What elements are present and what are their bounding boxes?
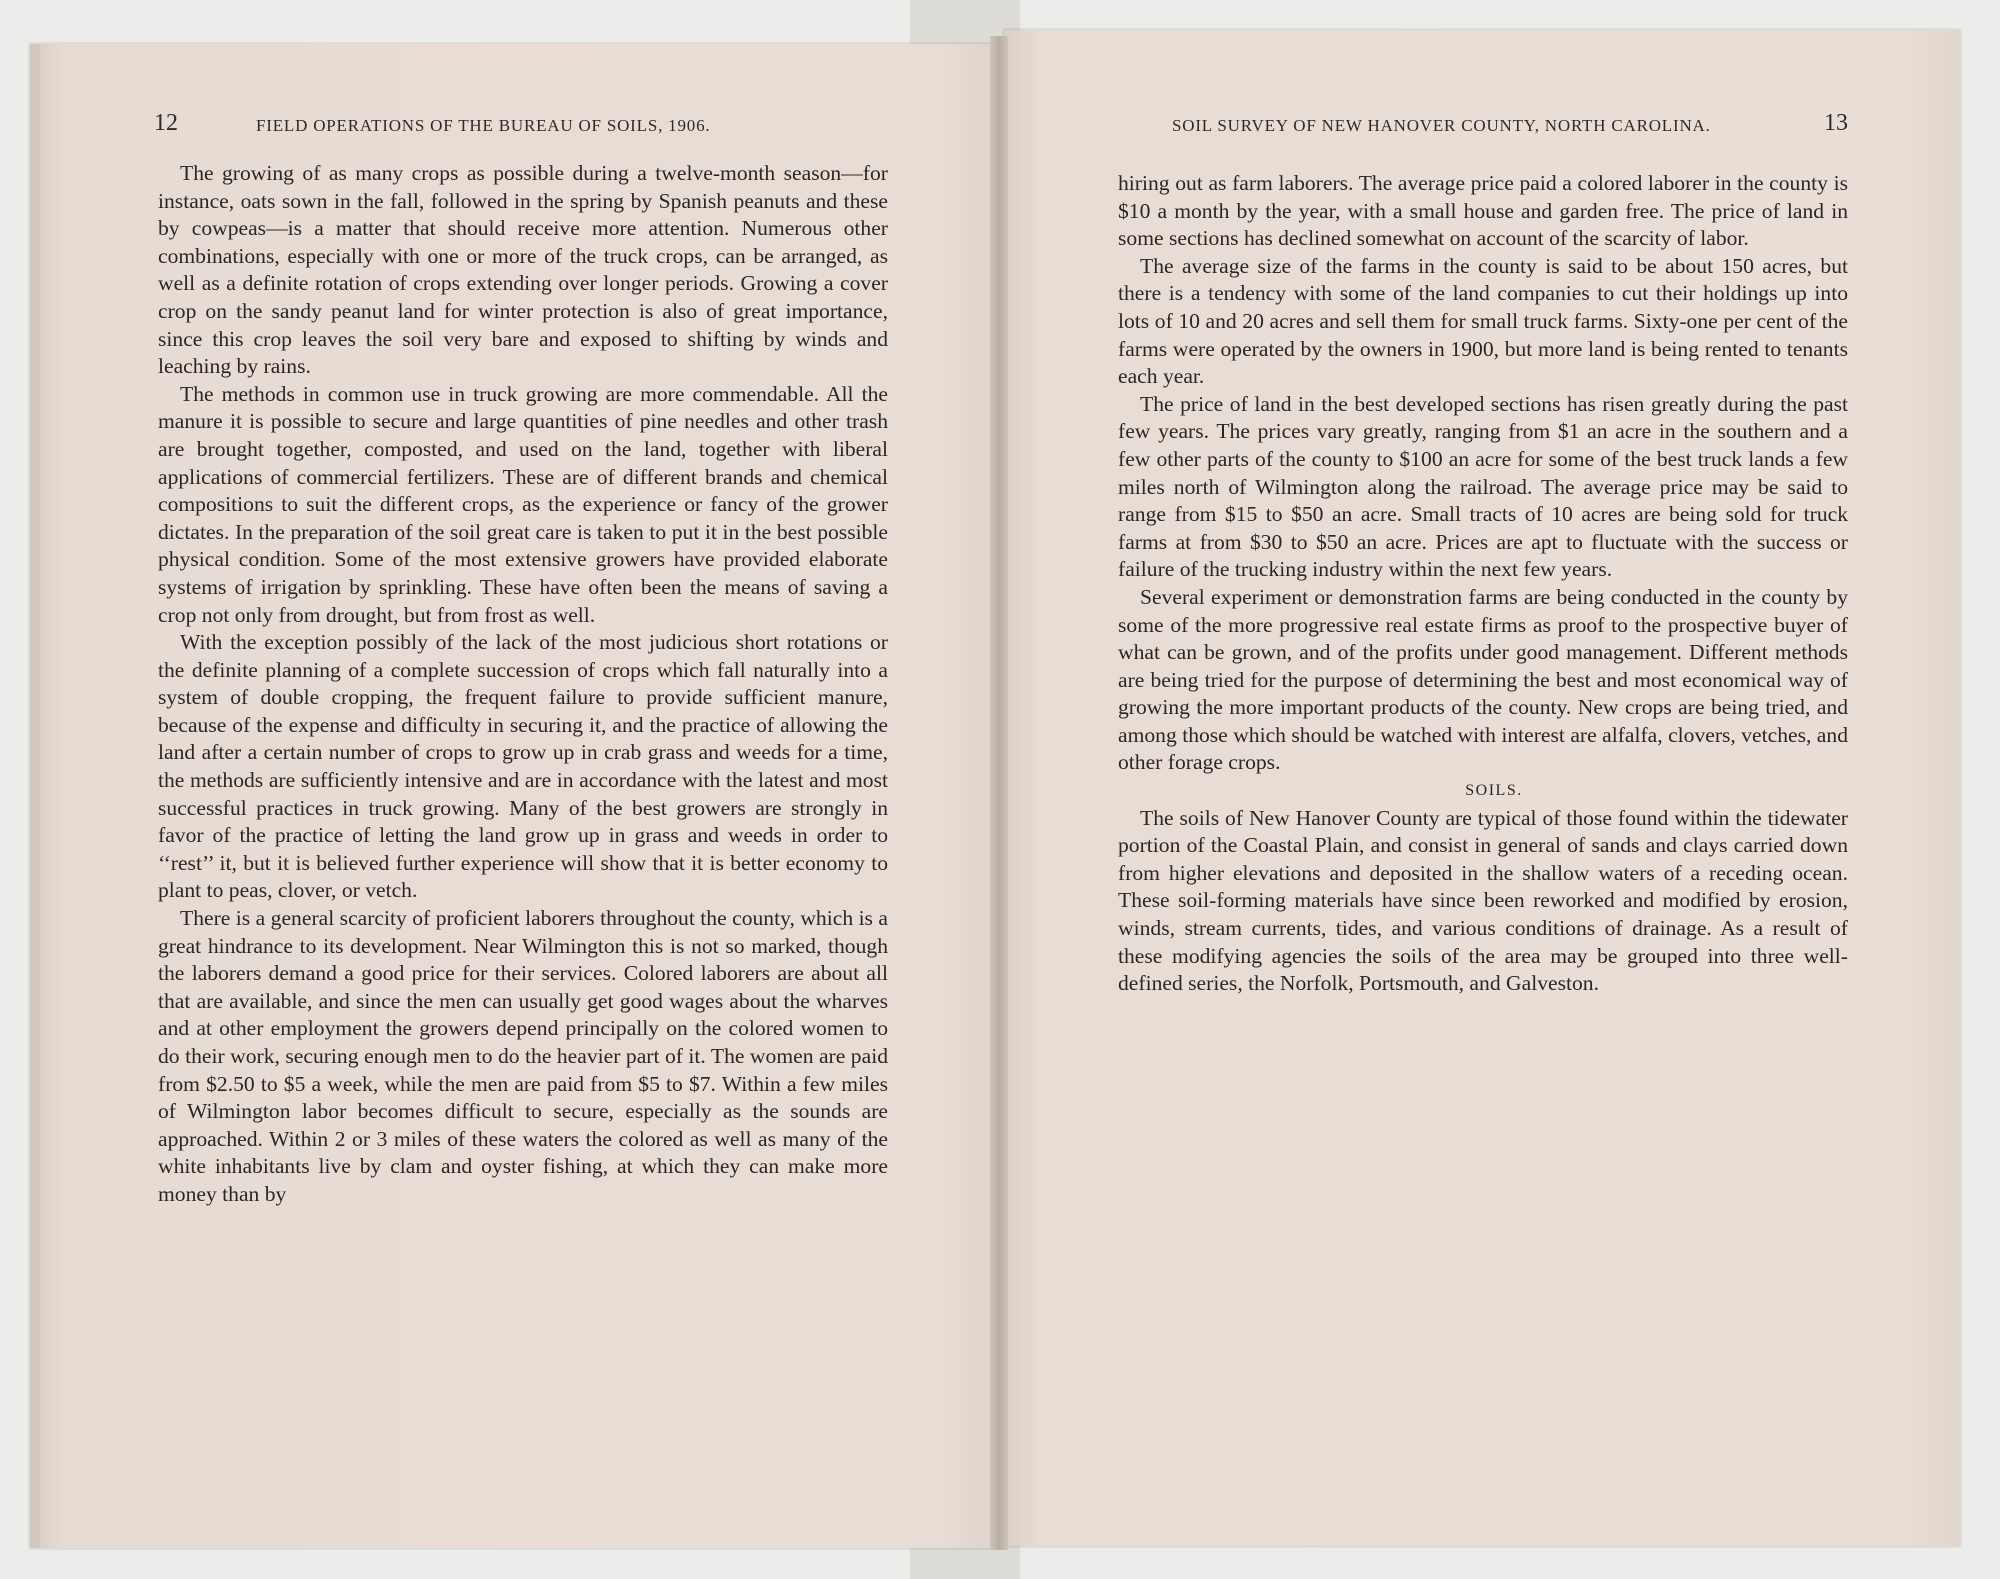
- section-heading-soils: SOILS.: [1465, 782, 1523, 800]
- left-text-column: [158, 160, 888, 1209]
- right-running-head: SOIL SURVEY OF NEW HANOVER COUNTY, NORTH CAROLINA.: [1172, 116, 1711, 135]
- left-page-number: 12: [154, 110, 178, 136]
- right-paragraph-5: The soils of New Hanover County are typical of those found within the tidewater portion of the Coastal Plain, and consist in general of sands and clays carried down from higher elevations and deposited in the shallow waters of a receding ocean. These soil-forming materials have since been reworked and modified by erosion, winds, stream currents, tides, and various conditions of drainage. As a result of these modifying agencies the soils of the area may be grouped into three well-defined series, the Norfolk, Portsmouth, and Galveston.: [1118, 805, 1848, 996]
- left-paragraph-1: The growing of as many crops as possible during a twelve-month season—for instance, oats sown in the fall, followed in the spring by Spanish peanuts and these by cowpeas—is a matter that should receive more attention. Numerous other combinations, especially with one or more of the truck crops, can be arranged, as well as a definite rotation of crops extending over longer periods. Growing a cover crop on the sandy peanut land for winter protection is also of great importance, since this crop leaves the soil very bare and exposed to shifting by winds and leaching by rains.: [158, 161, 888, 379]
- left-paragraph-4: There is a general scarcity of proficient laborers throughout the county, which is a great hindrance to its development. Near Wilmington this is not so marked, though the laborers demand a good price for their services. Colored laborers are about all that are available, and since the men can usually get good wages about the wharves and at other employment the growers depend principally on the colored women to do their work, securing enough men to do the heavier part of it. The women are paid from $2.50 to $5 a week, while the men are paid from $5 to $7. Within a few miles of Wilmington labor becomes difficult to secure, especially as the sounds are approached. Within 2 or 3 miles of these waters the colored as well as many of the white inhabitants live by clam and oyster fishing, at which they can make more money than by: [158, 906, 888, 1206]
- right-paragraph-1: hiring out as farm laborers. The average price paid a colored laborer in the county is $10 a month by the year, with a small house and garden free. The price of land in some sections has declined somewhat on account of the scarcity of labor.: [1118, 171, 1848, 251]
- left-paragraph-2: The methods in common use in truck growing are more commendable. All the manure it is possible to secure and large quantities of pine needles and other trash are brought together, composted, and used on the land, together with liberal applications of commercial fertilizers. These are of different brands and chemical compositions to suit the different crops, as the experience or fancy of the grower dictates. In the preparation of the soil great care is taken to put it in the best possible physical condition. Some of the most extensive growers have provided elaborate systems of irrigation by sprinkling. These have often been the means of saving a crop not only from drought, but from frost as well.: [158, 381, 888, 627]
- book-gutter: [990, 36, 1008, 1550]
- right-paragraph-3: The price of land in the best developed sections has risen greatly during the past few years. The prices vary greatly, ranging from $1 an acre in the southern and a few other parts of the county to $100 an acre for some of the best truck lands a few miles north of Wilmington along the railroad. The average price may be said to range from $15 to $50 an acre. Small tracts of 10 acres are being sold for truck farms at from $30 to $50 an acre. Prices are apt to fluctuate with the success or failure of the trucking industry within the next few years.: [1118, 391, 1848, 582]
- right-text-column: [1118, 170, 1848, 998]
- right-paragraph-2: The average size of the farms in the county is said to be about 150 acres, but there is a tendency with some of the land companies to cut their holdings up into lots of 10 and 20 acres and sell them for small truck farms. Sixty-one per cent of the farms were operated by the owners in 1900, but more land is being rented to tenants each year.: [1118, 253, 1848, 389]
- right-page-number: 13: [1824, 110, 1848, 136]
- right-paragraph-4: Several experiment or demonstration farms are being conducted in the county by some of the more progressive real estate firms as proof to the prospective buyer of what can be grown, and of the profits under good management. Different methods are being tried for the purpose of determining the best and most economical way of growing the more important products of the county. New crops are being tried, and among those which should be watched with interest are alfalfa, clovers, vetches, and other forage crops.: [1118, 584, 1848, 775]
- left-paragraph-3: With the exception possibly of the lack of the most judicious short rotations or the definite planning of a complete succession of crops which fall naturally into a system of double cropping, the frequent failure to provide sufficient manure, because of the expense and difficulty in securing it, and the practice of allowing the land after a certain number of crops to grow up in crab grass and weeds for a time, the methods are sufficiently intensive and are in accordance with the latest and most successful practices in truck growing. Many of the best growers are strongly in favor of the practice of letting the land grow up in grass and weeds in order to ‘‘rest’’ it, but it is believed further experience will show that it is better economy to plant to peas, clover, or vetch.: [158, 630, 888, 903]
- left-running-head: FIELD OPERATIONS OF THE BUREAU OF SOILS, 1906.: [256, 116, 711, 135]
